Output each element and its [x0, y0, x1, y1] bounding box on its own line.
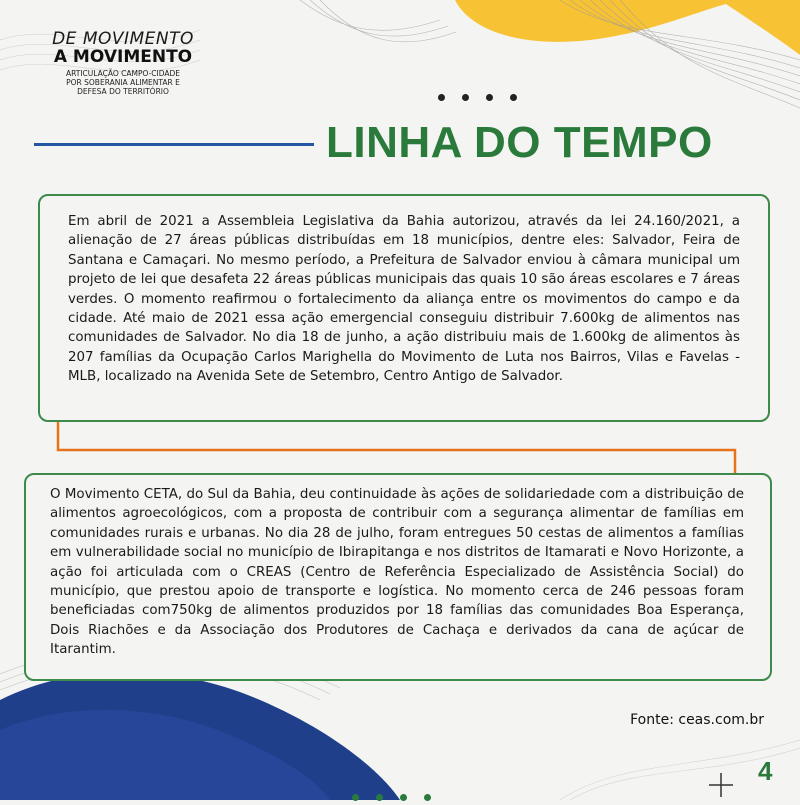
timeline-card-1-text: Em abril de 2021 a Assembleia Legislativa da Bahia autorizou, através da lei 24.160/2021, a alienação de 27 áreas públicas distribuídas em 18 municípios, dentre eles: Salvador, Feira de Santana e Camaçari. No mesmo período, a Prefeitura de Salvador enviou à câmara municipal um projeto de lei que desafeta 22 áreas públicas municipais das quais 10 são áreas escolares e 7 áreas verdes. O momento reafirmou o fortalecimento da aliança entre os movimentos do campo e da cidade. Até maio de 2021 essa ação emergencial conseguiu distribuir 7.600kg de alimentos nas comunidades de Salvador. No dia 18 de junho, a ação distribuiu mais de 1.600kg de alimentos às 207 famílias da Ocupação Carlos Marighella do Movimento de Luta nos Bairros, Vilas e Favelas - MLB, localizado na Avenida Sete de Setembro, Centro Antigo de Salvador.: [68, 214, 740, 385]
plus-icon: [708, 772, 734, 798]
dot: [486, 94, 493, 101]
timeline-connector: [58, 422, 735, 473]
logo-line-1: DE MOVIMENTO: [52, 29, 194, 49]
logo-subtitle-line-1: ARTICULAÇÃO CAMPO-CIDADE: [65, 69, 181, 78]
logo: [38, 30, 208, 96]
page-title: LINHA DO TEMPO: [326, 118, 713, 167]
logo-subtitle-line-2: POR SOBERANIA ALIMENTAR E: [66, 78, 180, 87]
title-divider-line: [34, 143, 314, 146]
logo-subtitle-line-3: DEFESA DO TERRITÓRIO: [77, 87, 169, 96]
logo-line-2: A MOVIMENTO: [53, 47, 193, 67]
page-number: 4: [758, 756, 773, 786]
timeline-card-1: [38, 194, 770, 422]
dot: [438, 94, 445, 101]
decorative-dots-bottom: [352, 786, 448, 805]
logo-subtitle: [38, 69, 208, 96]
timeline-card-2: [24, 473, 772, 681]
yellow-wave-top-right: [720, 0, 800, 55]
dot: [510, 94, 517, 101]
dot: [462, 94, 469, 101]
decorative-dots-top: [438, 86, 534, 105]
source-credit: Fonte: ceas.com.br: [630, 712, 764, 728]
timeline-card-2-text: O Movimento CETA, do Sul da Bahia, deu continuidade às ações de solidariedade com a distribuição de alimentos agroecológicos, com a proposta de contribuir com a segurança alimentar de famílias em comunidades rurais e urbanas. No dia 28 de julho, foram entregues 50 cestas de alimentos a famílias em vulnerabilidade social no município de Ibirapitanga e nos distritos de Itamarati e Novo Horizonte, a ação foi articulada com o CREAS (Centro de Referência Especializado de Assistência Social) do município, que prestou apoio de transporte e logística. No momento cerca de 246 pessoas foram beneficiadas com750kg de alimentos produzidos por 18 famílias das comunidades Boa Esperança, Dois Riachões e da Associação dos Produtores de Cachaça e derivados da cana de açúcar de Itarantim.: [50, 487, 744, 658]
